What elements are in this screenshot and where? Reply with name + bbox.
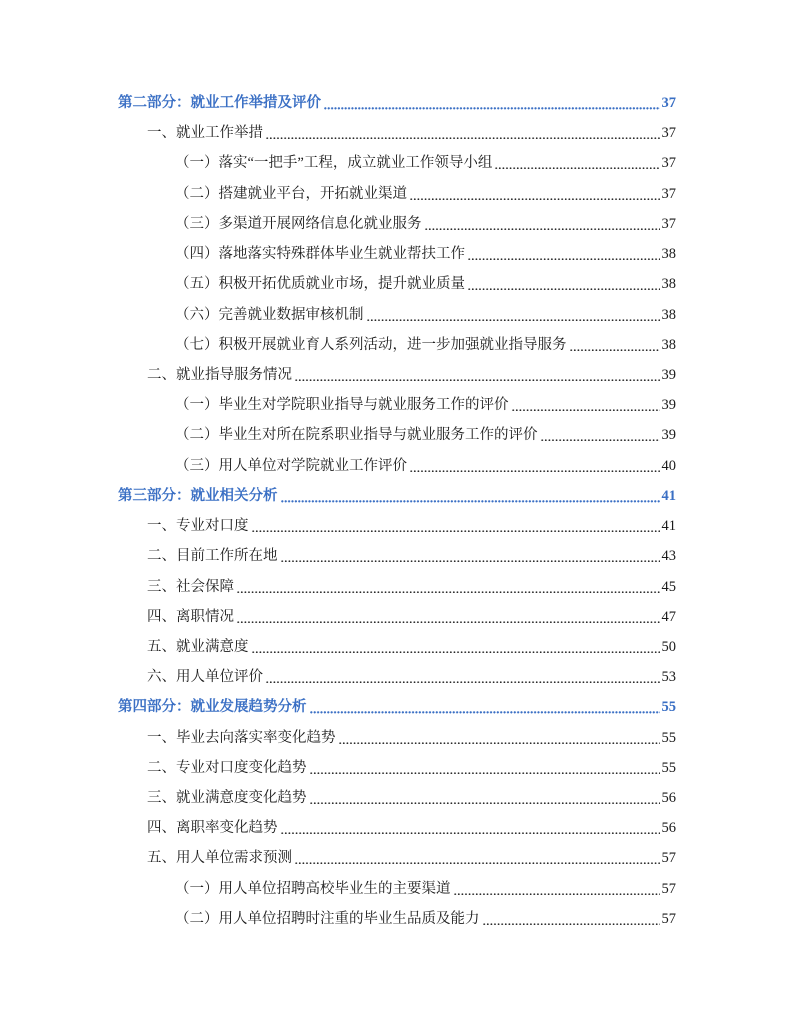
toc-entry-title: （七）积极开展就业育人系列活动，进一步加强就业指导服务 xyxy=(175,336,567,353)
toc-section-link[interactable] xyxy=(118,360,676,390)
toc-entry-title: 三、社会保障 xyxy=(147,578,234,595)
dot-leader xyxy=(310,783,660,813)
toc-page-number: 38 xyxy=(661,306,676,323)
toc-section-link[interactable] xyxy=(118,843,676,873)
toc-page-number: 39 xyxy=(661,427,676,444)
toc-entry-title: 六、用人单位评价 xyxy=(147,669,263,686)
toc-subsection-link[interactable] xyxy=(118,904,676,934)
toc-part-link[interactable] xyxy=(118,88,676,118)
dot-leader xyxy=(570,330,660,360)
toc-page-number: 37 xyxy=(661,95,676,111)
toc-entry-title: 一、专业对口度 xyxy=(147,518,249,535)
toc-page-number: 38 xyxy=(661,336,676,353)
toc-page-number: 38 xyxy=(661,276,676,293)
dot-leader xyxy=(541,420,660,450)
toc-entry-title: （二）毕业生对所在院系职业指导与就业服务工作的评价 xyxy=(175,427,538,444)
toc-subsection-link[interactable] xyxy=(118,874,676,904)
toc-section-link[interactable] xyxy=(118,572,676,602)
toc-subsection-link[interactable] xyxy=(118,239,676,269)
dot-leader xyxy=(339,723,660,753)
toc-page-number: 40 xyxy=(661,457,676,474)
dot-leader xyxy=(454,874,660,904)
dot-leader xyxy=(266,118,660,148)
toc-section-link[interactable] xyxy=(118,632,676,662)
dot-leader xyxy=(281,813,660,843)
toc-entry-title: 二、就业指导服务情况 xyxy=(147,366,292,383)
toc-page-number: 43 xyxy=(661,548,676,565)
dot-leader xyxy=(281,541,660,571)
toc-section-link[interactable] xyxy=(118,541,676,571)
dot-leader xyxy=(425,209,660,239)
toc-entry-title: 四、离职率变化趋势 xyxy=(147,820,278,837)
toc-page-number: 57 xyxy=(661,880,676,897)
toc-subsection-link[interactable] xyxy=(118,390,676,420)
dot-leader xyxy=(483,904,660,934)
toc-entry-title: 四、离职情况 xyxy=(147,608,234,625)
dot-leader xyxy=(310,692,660,722)
toc-page-number: 41 xyxy=(661,518,676,535)
toc-entry-title: 五、用人单位需求预测 xyxy=(147,850,292,867)
toc-page-number: 37 xyxy=(661,215,676,232)
toc-entry-title: （四）落地落实特殊群体毕业生就业帮扶工作 xyxy=(175,246,465,263)
dot-leader xyxy=(281,481,660,511)
toc-subsection-link[interactable] xyxy=(118,209,676,239)
toc-page-number: 53 xyxy=(661,669,676,686)
dot-leader xyxy=(512,390,660,420)
toc-page-number: 41 xyxy=(661,487,676,504)
toc-entry-title: （二）用人单位招聘时注重的毕业生品质及能力 xyxy=(175,910,480,927)
toc-entry-title: （一）落实“一把手”工程，成立就业工作领导小组 xyxy=(175,155,493,172)
dot-leader xyxy=(310,753,660,783)
toc-entry-title: 一、毕业去向落实率变化趋势 xyxy=(147,729,336,746)
dot-leader xyxy=(495,148,659,178)
dot-leader xyxy=(252,511,660,541)
dot-leader xyxy=(237,602,660,632)
toc-entry-title: 第三部分：就业相关分析 xyxy=(118,487,278,504)
toc-page-number: 47 xyxy=(661,608,676,625)
table-of-contents xyxy=(118,88,676,934)
toc-page-number: 39 xyxy=(661,397,676,414)
toc-entry-title: 三、就业满意度变化趋势 xyxy=(147,790,307,807)
toc-part-link[interactable] xyxy=(118,692,676,722)
toc-subsection-link[interactable] xyxy=(118,148,676,178)
toc-page-number: 57 xyxy=(661,850,676,867)
toc-section-link[interactable] xyxy=(118,511,676,541)
toc-page-number: 39 xyxy=(661,366,676,383)
toc-page-number: 38 xyxy=(661,246,676,263)
dot-leader xyxy=(295,843,660,873)
toc-section-link[interactable] xyxy=(118,602,676,632)
toc-part-link[interactable] xyxy=(118,481,676,511)
dot-leader xyxy=(468,239,660,269)
toc-page-number: 55 xyxy=(661,729,676,746)
dot-leader xyxy=(237,572,660,602)
toc-subsection-link[interactable] xyxy=(118,451,676,481)
toc-subsection-link[interactable] xyxy=(118,269,676,299)
toc-subsection-link[interactable] xyxy=(118,330,676,360)
toc-entry-title: （六）完善就业数据审核机制 xyxy=(175,306,364,323)
toc-page-number: 55 xyxy=(661,759,676,776)
toc-section-link[interactable] xyxy=(118,723,676,753)
dot-leader xyxy=(295,360,660,390)
toc-page-number: 37 xyxy=(661,155,676,172)
toc-subsection-link[interactable] xyxy=(118,300,676,330)
toc-entry-title: （三）多渠道开展网络信息化就业服务 xyxy=(175,215,422,232)
dot-leader xyxy=(367,300,660,330)
toc-entry-title: （三）用人单位对学院就业工作评价 xyxy=(175,457,407,474)
toc-section-link[interactable] xyxy=(118,813,676,843)
toc-page-number: 56 xyxy=(661,790,676,807)
toc-entry-title: 五、就业满意度 xyxy=(147,638,249,655)
toc-entry-title: （一）毕业生对学院职业指导与就业服务工作的评价 xyxy=(175,397,509,414)
toc-entry-title: （五）积极开拓优质就业市场，提升就业质量 xyxy=(175,276,465,293)
dot-leader xyxy=(266,662,660,692)
toc-page-number: 37 xyxy=(661,185,676,202)
toc-entry-title: 第四部分：就业发展趋势分析 xyxy=(118,699,307,716)
dot-leader xyxy=(410,179,660,209)
dot-leader xyxy=(410,451,660,481)
toc-entry-title: 一、就业工作举措 xyxy=(147,125,263,142)
toc-section-link[interactable] xyxy=(118,118,676,148)
toc-entry-title: （二）搭建就业平台，开拓就业渠道 xyxy=(175,185,407,202)
toc-subsection-link[interactable] xyxy=(118,179,676,209)
toc-entry-title: 第二部分：就业工作举措及评价 xyxy=(118,95,321,111)
toc-section-link[interactable] xyxy=(118,662,676,692)
toc-page-number: 37 xyxy=(661,125,676,142)
toc-page-number: 56 xyxy=(661,820,676,837)
toc-section-link[interactable] xyxy=(118,753,676,783)
toc-page-number: 55 xyxy=(661,699,676,716)
toc-entry-title: 二、专业对口度变化趋势 xyxy=(147,759,307,776)
dot-leader xyxy=(468,269,660,299)
dot-leader xyxy=(252,632,660,662)
toc-page-number: 50 xyxy=(661,638,676,655)
toc-section-link[interactable] xyxy=(118,783,676,813)
toc-page-number: 57 xyxy=(661,910,676,927)
toc-entry-title: 二、目前工作所在地 xyxy=(147,548,278,565)
toc-page-number: 45 xyxy=(661,578,676,595)
toc-entry-title: （一）用人单位招聘高校毕业生的主要渠道 xyxy=(175,880,451,897)
dot-leader xyxy=(324,88,660,118)
toc-subsection-link[interactable] xyxy=(118,420,676,450)
